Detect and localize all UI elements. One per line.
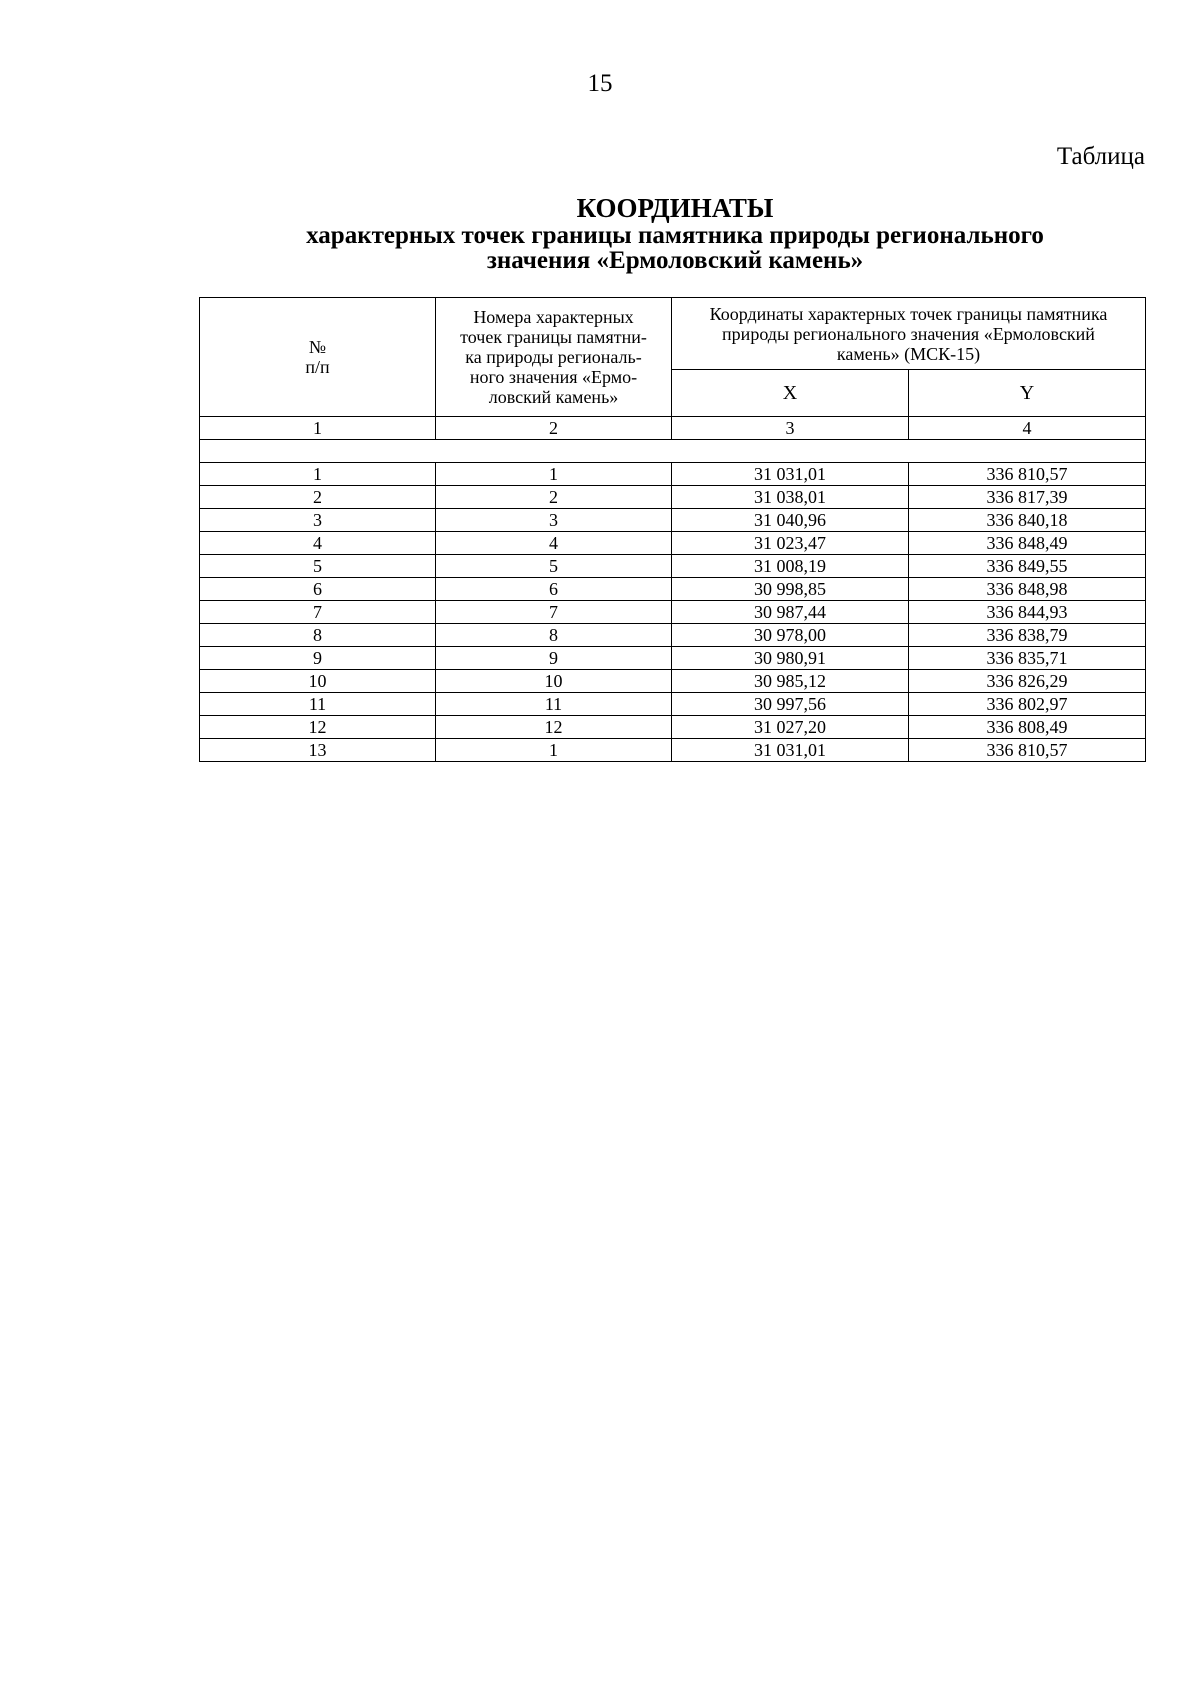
cell-y: 336 810,57 — [909, 463, 1146, 486]
cell-x: 30 987,44 — [672, 601, 909, 624]
cell-row-number: 13 — [200, 739, 436, 762]
cell-x: 30 980,91 — [672, 647, 909, 670]
cell-y: 336 840,18 — [909, 509, 1146, 532]
cell-point-number: 11 — [436, 693, 672, 716]
cell-row-number: 2 — [200, 486, 436, 509]
header-coordinates-line: Координаты характерных точек границы памятника — [709, 303, 1108, 324]
cell-row-number: 4 — [200, 532, 436, 555]
blank-row — [200, 440, 1146, 463]
title-main: КООРДИНАТЫ — [576, 193, 774, 223]
blank-cell — [200, 440, 1146, 463]
column-number-row — [200, 417, 1146, 440]
column-number: 1 — [200, 417, 436, 440]
cell-point-number: 3 — [436, 509, 672, 532]
cell-point-number: 9 — [436, 647, 672, 670]
cell-x: 30 998,85 — [672, 578, 909, 601]
table-row — [200, 670, 1146, 693]
cell-row-number: 11 — [200, 693, 436, 716]
cell-x: 31 008,19 — [672, 555, 909, 578]
header-coordinates-line: камень» (МСК-15) — [836, 343, 981, 364]
cell-x: 31 038,01 — [672, 486, 909, 509]
cell-y: 336 808,49 — [909, 716, 1146, 739]
header-point-line: ного значения «Ермо- — [469, 367, 638, 387]
cell-point-number: 1 — [436, 463, 672, 486]
header-point-line: точек границы памятни- — [460, 327, 647, 347]
column-number: 4 — [909, 417, 1146, 440]
table-row — [200, 463, 1146, 486]
cell-y: 336 802,97 — [909, 693, 1146, 716]
cell-x: 30 978,00 — [672, 624, 909, 647]
table-row — [200, 532, 1146, 555]
table-row — [200, 601, 1146, 624]
header-point-line: ловский камень» — [488, 387, 619, 407]
cell-x: 31 027,20 — [672, 716, 909, 739]
title-line-2: значения «Ермоловский камень» — [486, 247, 864, 274]
title-line-1: характерных точек границы памятника природы регионального — [306, 222, 1044, 249]
cell-x: 30 997,56 — [672, 693, 909, 716]
cell-y: 336 817,39 — [909, 486, 1146, 509]
table-row — [200, 693, 1146, 716]
cell-row-number: 10 — [200, 670, 436, 693]
header-point-number — [436, 298, 672, 417]
cell-point-number: 10 — [436, 670, 672, 693]
cell-row-number: 12 — [200, 716, 436, 739]
cell-x: 30 985,12 — [672, 670, 909, 693]
header-row-number-sign: № — [308, 337, 327, 357]
cell-x: 31 031,01 — [672, 739, 909, 762]
cell-row-number: 5 — [200, 555, 436, 578]
cell-y: 336 826,29 — [909, 670, 1146, 693]
table-row — [200, 486, 1146, 509]
cell-point-number: 12 — [436, 716, 672, 739]
cell-y: 336 838,79 — [909, 624, 1146, 647]
header-row-number — [200, 298, 436, 417]
cell-point-number: 5 — [436, 555, 672, 578]
cell-y: 336 835,71 — [909, 647, 1146, 670]
table-row — [200, 716, 1146, 739]
header-y: Y — [909, 370, 1146, 417]
cell-point-number: 4 — [436, 532, 672, 555]
table-row — [200, 647, 1146, 670]
cell-row-number: 8 — [200, 624, 436, 647]
table-row — [200, 624, 1146, 647]
table-row — [200, 555, 1146, 578]
cell-y: 336 810,57 — [909, 739, 1146, 762]
coordinates-table — [199, 297, 1146, 762]
cell-point-number: 6 — [436, 578, 672, 601]
header-coordinates-line: природы регионального значения «Ермоловский — [722, 323, 1095, 344]
cell-row-number: 9 — [200, 647, 436, 670]
table-row — [200, 739, 1146, 762]
header-point-line: ка природы региональ- — [465, 347, 642, 367]
header-point-line: Номера характерных — [473, 307, 634, 327]
cell-row-number: 7 — [200, 601, 436, 624]
cell-point-number: 2 — [436, 486, 672, 509]
cell-y: 336 848,49 — [909, 532, 1146, 555]
cell-row-number: 6 — [200, 578, 436, 601]
table-caption: Таблица — [1056, 143, 1145, 170]
cell-point-number: 1 — [436, 739, 672, 762]
header-row-number-label: п/п — [305, 357, 330, 377]
cell-row-number: 1 — [200, 463, 436, 486]
column-number: 3 — [672, 417, 909, 440]
cell-row-number: 3 — [200, 509, 436, 532]
document-title — [200, 193, 1150, 273]
cell-x: 31 023,47 — [672, 532, 909, 555]
table-row — [200, 578, 1146, 601]
table-row — [200, 509, 1146, 532]
table-body — [200, 463, 1146, 762]
cell-y: 336 844,93 — [909, 601, 1146, 624]
column-number: 2 — [436, 417, 672, 440]
cell-y: 336 848,98 — [909, 578, 1146, 601]
cell-x: 31 031,01 — [672, 463, 909, 486]
cell-x: 31 040,96 — [672, 509, 909, 532]
cell-y: 336 849,55 — [909, 555, 1146, 578]
cell-point-number: 8 — [436, 624, 672, 647]
header-x: X — [672, 370, 909, 417]
cell-point-number: 7 — [436, 601, 672, 624]
page-number: 15 — [587, 70, 613, 97]
header-coordinates — [672, 298, 1146, 370]
